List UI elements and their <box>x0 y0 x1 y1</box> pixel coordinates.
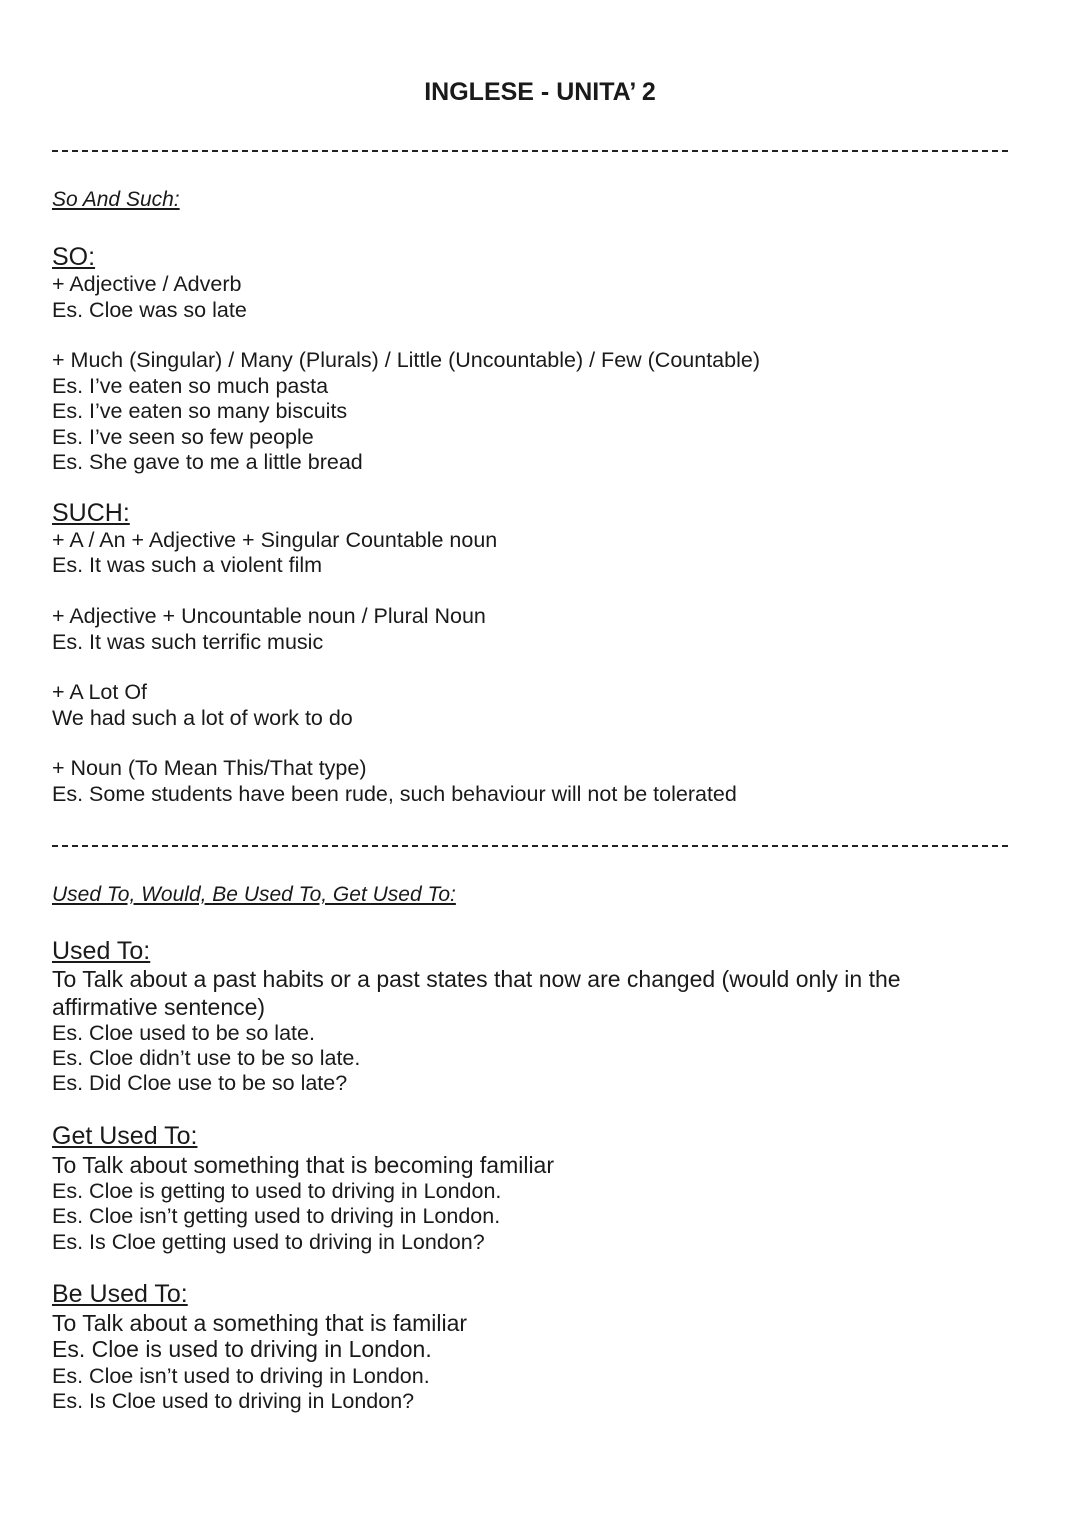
so-example-4: Es. I’ve seen so few people <box>52 425 314 449</box>
be-used-to-description: To Talk about a something that is familiar <box>52 1310 468 1336</box>
such-example-3: We had such a lot of work to do <box>52 706 353 730</box>
so-example-5: Es. She gave to me a little bread <box>52 450 363 474</box>
get-used-to-example-3: Es. Is Cloe getting used to driving in London? <box>52 1230 485 1254</box>
such-example-2: Es. It was such terrific music <box>52 630 324 654</box>
section-heading-so-such: So And Such: <box>52 188 180 211</box>
used-to-description: To Talk about a past habits or a past states that now are changed (would only in the affirmative sentence) <box>52 966 901 1020</box>
dashed-divider-2 <box>52 845 1008 847</box>
subheading-so: SO: <box>52 243 96 271</box>
get-used-to-example-1: Es. Cloe is getting to used to driving in London. <box>52 1179 502 1203</box>
page-title: INGLESE - UNITA’ 2 <box>424 78 656 106</box>
section-heading-used-to: Used To, Would, Be Used To, Get Used To: <box>52 883 456 906</box>
such-rule-2: + Adjective + Uncountable noun / Plural Noun <box>52 604 486 628</box>
used-to-example-3: Es. Did Cloe use to be so late? <box>52 1071 348 1095</box>
be-used-to-example-3: Es. Is Cloe used to driving in London? <box>52 1389 415 1413</box>
such-rule-3: + A Lot Of <box>52 680 148 704</box>
get-used-to-example-2: Es. Cloe isn’t getting used to driving in London. <box>52 1204 501 1228</box>
be-used-to-example-1: Es. Cloe is used to driving in London. <box>52 1336 432 1362</box>
subheading-be-used-to: Be Used To: <box>52 1280 188 1308</box>
such-rule-4: + Noun (To Mean This/That type) <box>52 756 367 780</box>
so-rule-1: + Adjective / Adverb <box>52 272 242 296</box>
so-example-3: Es. I’ve eaten so many biscuits <box>52 399 348 423</box>
dashed-divider-1 <box>52 150 1008 152</box>
so-rule-2: + Much (Singular) / Many (Plurals) / Little (Uncountable) / Few (Countable) <box>52 348 760 372</box>
such-example-4: Es. Some students have been rude, such behaviour will not be tolerated <box>52 782 737 806</box>
subheading-used-to: Used To: <box>52 937 151 965</box>
subheading-such: SUCH: <box>52 499 130 527</box>
such-rule-1: + A / An + Adjective + Singular Countable noun <box>52 528 498 552</box>
used-to-example-2: Es. Cloe didn’t use to be so late. <box>52 1046 361 1070</box>
so-example-2: Es. I’ve eaten so much pasta <box>52 374 329 398</box>
be-used-to-example-2: Es. Cloe isn’t used to driving in London. <box>52 1364 430 1388</box>
subheading-get-used-to: Get Used To: <box>52 1122 198 1150</box>
get-used-to-description: To Talk about something that is becoming familiar <box>52 1152 555 1178</box>
used-to-example-1: Es. Cloe used to be so late. <box>52 1021 315 1045</box>
so-example-1: Es. Cloe was so late <box>52 298 247 322</box>
such-example-1: Es. It was such a violent film <box>52 553 323 577</box>
